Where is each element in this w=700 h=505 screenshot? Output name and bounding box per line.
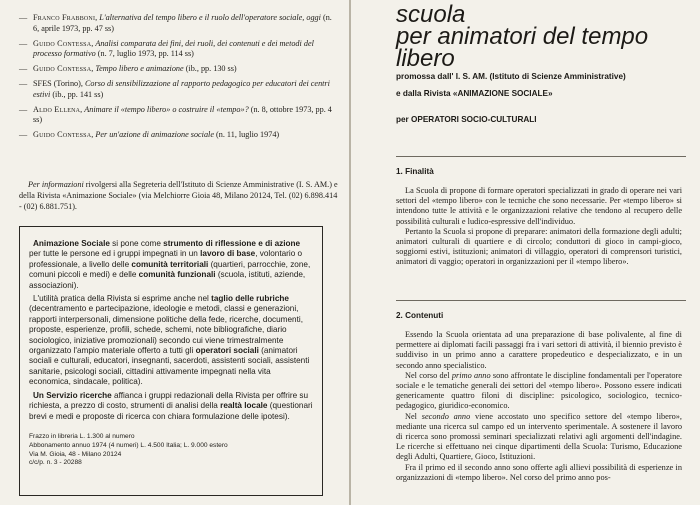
dash-bullet: — [19,104,28,114]
magazine-info-box [19,226,323,496]
right-page [351,0,700,505]
dash-bullet: — [19,38,28,48]
section-body-contenuti [396,330,682,483]
reference-author: Guido Contessa [33,64,92,73]
reference-author: SFES (Torino), [33,79,83,88]
paragraph: La Scuola di propone di formare operatori specializzati in grado di operare nei vari settori del «tempo libero» con le tecniche che sono necessarie. Per «tempo libero» si intendono tutte le attività e le organizzazioni relative che tendono al recupero delle possibilità culturali e ludico-espressive dell'individuo. [396,186,682,226]
reference-title: Analisi comparata dei fini, dei ruoli, dei contenuti e dei metodi del processo formativo [33,38,314,58]
section-heading-contenuti: 2. Contenuti [396,311,444,320]
reference-item: — Guido Contessa, Tempo libero e animazione (ib., pp. 130 ss) [19,64,237,73]
dash-bullet: — [19,64,28,73]
reference-title: Per un'azione di animazione sociale [95,130,214,139]
box-paragraph-purpose: Animazione Sociale si pone come strumento di riflessione e di azione per tutte le persone ed i gruppi impegnati in un lavoro di base, volontario o professionale, a livello delle comunità territoriali (quartieri, parrocchie, zone, comuni piccoli e medi) e delle comunità funzionali (scuola, istituti, aziende, associazioni). [29,239,311,290]
reference-details: (n. 8, ottobre 1973, pp. 4 ss) [33,104,332,124]
box-paragraph-research: Un Servizio ricerche affianca i gruppi redazionali della Rivista per offrire su richiesta, a prezzo di costo, strumenti di analisi della realtà locale (questionari brevi e medi e proposte di ricerca con chiara formulazione delle ipotesi). [29,390,313,421]
page-title: scuola per animatori del tempo libero [396,1,649,72]
reference-item: — Guido Contessa, Per un'azione di animazione sociale (n. 11, luglio 1974) [19,130,280,139]
info-lead: Per informazioni [28,180,84,189]
subscription-info [29,433,313,468]
left-page [0,0,349,505]
paragraph: Nel secondo anno viene accostato uno specifico settore del «tempo libero», mediante una ricerca sul campo ed un intervento sperimentale. A sostenere il lavoro di ricerca sono promossi seminari specializzati relativi agli argomenti dell'indagine. Le ricerche si effettuano nei cinque dipartimenti della Scuola: Turismo, Educazione degli Adulti, Quartiere, Gioco, Istituzioni. [396,411,682,462]
reference-item [19,79,339,100]
reference-list [19,13,339,145]
reference-author: Guido Contessa [33,130,92,139]
section-divider [396,300,686,301]
postal-account-line: c/c/p. n. 3 - 20288 [29,459,82,467]
target-audience: per OPERATORI SOCIO-CULTURALI [396,115,537,124]
dash-bullet: — [19,130,28,139]
reference-title: Corso di sensibilizzazione al rapporto pedagogico per educatori dei centri estivi [33,79,330,99]
section-divider [396,156,686,157]
price-line: Frazzo in libreria L. 1.300 al numero [29,432,135,440]
subscription-line: Abbonamento annuo 1974 (4 numeri) L. 4.500 Italia; L. 9.000 estero [29,441,228,449]
reference-author: Aldo Ellena [33,104,81,114]
reference-details: (n. 6, aprile 1973, pp. 47 ss) [33,13,332,33]
dash-bullet: — [19,13,28,22]
box-paragraph-rubrics: L'utilità pratica della Rivista si esprime anche nel taglio delle rubriche (decentramento e partecipazione, ideologie e metodi, classi e generazioni, rapporti interpersonali, dimensione politiche della fede, ricerche, documenti, proposte, esperienze, profili, schede, schemi, note bibliografiche, diario sociologico, iniziative promozionali) secondo cui viene trimestralmente organizzato l'ampio materiale offerto a tutti gli operatori sociali (animatori sociali e culturali, educatori, insegnanti, sacerdoti, assistenti sociali, assistenti sanitarie, psicologi sociali, cittadini attivamente impegnati nella vita economica, sindacale, politica). [29,294,310,387]
section-heading-finalita: 1. Finalità [396,167,434,176]
reference-details: (ib., pp. 141 ss) [52,89,104,99]
reference-author: Guido Contessa [33,38,92,48]
paragraph: Essendo la Scuola orientata ad una preparazione di base polivalente, al fine di permettere ai diplomati facili passaggi fra i vari settori di attività, il biennio previsto è suddiviso in un primo anno a carattere propedeutico e despecializzato, e in un secondo anno specialistico. [396,330,682,370]
address-line: Via M. Gioia, 48 - Milano 20124 [29,450,122,458]
reference-item: — Franco Frabboni, L'alternativa del tempo libero e il ruolo dell'operatore sociale, oggi (n. 6, aprile 1973, pp. 47 ss) [19,13,332,33]
reference-title: Tempo libero e animazione [95,64,184,73]
info-text: rivolgersi alla Segreteria dell'Istituto di Scienze Amministrative (I. S. AM.) e della Rivista «Animazione Sociale» (via Melchiorre Gioia 48, Milano 20124, Tel. (02) 6.898.414 - (02) 6.881.751). [19,180,338,211]
info-paragraph [19,180,341,212]
reference-item: — Aldo Ellena, Animare il «tempo libero» o costruire il «tempo»? (n. 8, ottobre 1973, pp. 4 ss) [19,104,332,124]
reference-title: Animare il «tempo libero» o costruire il «tempo»? [84,104,249,114]
paragraph: Nel corso del primo anno sono affrontate le discipline fondamentali per l'operatore sociale e le tematiche generali dei settori del «tempo libero». Possono essere indicati genericamente quattro filoni di discipline: psicologico, sociologico, tecnico-pedagogico, giuridico-economico. [396,370,682,411]
reference-author: Franco Frabboni [33,13,96,22]
promoted-by: promossa dall' I. S. AM. (Istituto di Scienze Amministrative) [396,72,626,81]
and-by: e dalla Rivista «ANIMAZIONE SOCIALE» [396,89,553,98]
reference-item: — Guido Contessa, Analisi comparata dei fini, dei ruoli, dei contenuti e dei metodi del processo formativo (n. 7, luglio 1973, pp. 114 ss) [19,38,314,58]
reference-details: (ib., pp. 130 ss) [185,64,237,73]
section-body-finalita [396,186,682,268]
paragraph: Pertanto la Scuola si propone di preparare: animatori della formazione degli adulti; animatori culturali di quartiere e di circolo; conduttori di gioco in campi-gioco, soggiorni estivi, istituzioni; animatori di villaggio, operatori di comprensori turistici, animatori di vaggio; operatori in organizzazioni per il «tempo libero». [396,226,682,267]
reference-title: L'alternativa del tempo libero e il ruolo dell'operatore sociale, oggi [99,13,321,22]
paragraph: Fra il primo ed il secondo anno sono offerte agli allievi possibilità di esperienze in organizzazioni di «tempo libero». Nel corso del primo anno pos- [396,462,682,482]
dash-bullet: — [19,79,28,88]
reference-details: (n. 7, luglio 1973, pp. 114 ss) [97,49,194,58]
reference-details: (n. 11, luglio 1974) [216,130,280,139]
